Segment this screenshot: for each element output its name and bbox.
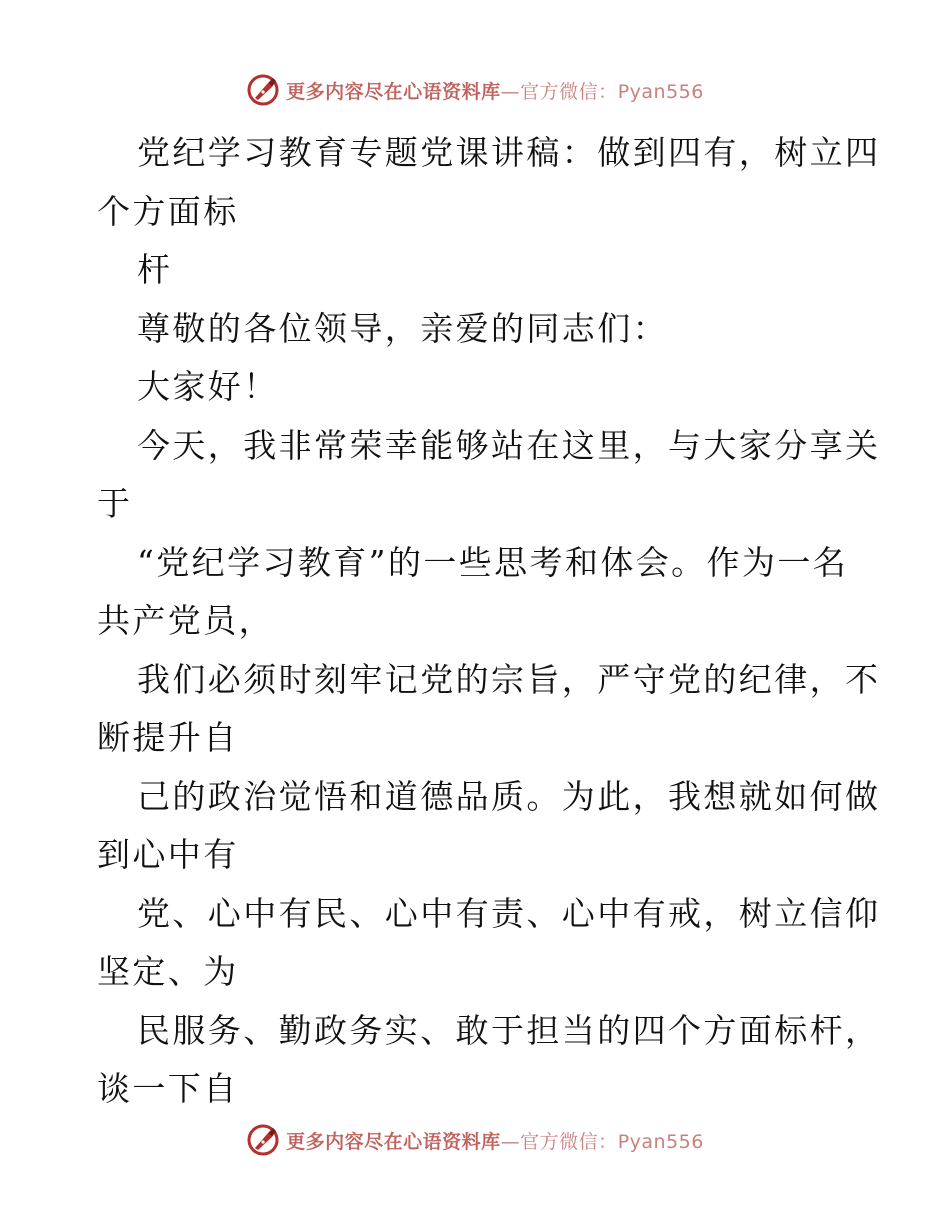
document-line: 尊敬的各位领导，亲爱的同志们： <box>137 308 668 348</box>
document-line: “党纪学习教育”的一些思考和体会。作为一名 <box>137 542 849 582</box>
footer-wechat-id: Pyan556 <box>617 1130 704 1153</box>
header-banner <box>0 70 950 110</box>
document-line: 党纪学习教育专题党课讲稿：做到四有，树立四 <box>137 133 881 172</box>
document-line: 断提升自 <box>97 718 239 757</box>
header-wechat-id: Pyan556 <box>617 80 704 103</box>
document-line: 个方面标 <box>97 191 239 231</box>
header-brand: 更多内容尽在心语资料库 <box>286 80 501 103</box>
document-line: 党、心中有民、心中有责、心中有戒，树立信仰 <box>137 893 881 933</box>
pen-nib-logo-icon <box>246 1123 280 1157</box>
footer-brand: 更多内容尽在心语资料库 <box>286 1130 501 1153</box>
pen-nib-logo-icon <box>246 73 280 107</box>
document-line: 坚定、为 <box>97 952 239 991</box>
document-line: 于 <box>97 484 133 523</box>
footer-separator: — <box>500 1130 521 1153</box>
document-line: 己的政治觉悟和道德品质。为此，我想就如何做 <box>137 776 881 816</box>
document-line: 大家好！ <box>137 367 279 406</box>
footer-banner-text <box>286 1127 704 1154</box>
header-official: 官方微信： <box>520 80 618 103</box>
footer-banner <box>0 1120 950 1160</box>
footer-official: 官方微信： <box>520 1130 618 1153</box>
document-line: 我们必须时刻牢记党的宗旨，严守党的纪律，不 <box>137 659 881 699</box>
document-line: 共产党员， <box>97 601 274 640</box>
header-banner-text <box>286 77 704 104</box>
document-body <box>0 124 950 1119</box>
document-line: 谈一下自 <box>97 1069 239 1108</box>
document-line: 到心中有 <box>97 835 239 874</box>
document-line: 今天，我非常荣幸能够站在这里，与大家分享关 <box>137 425 881 465</box>
document-line: 民服务、勤政务实、敢于担当的四个方面标杆， <box>137 1010 881 1050</box>
document-line: 杆 <box>137 250 173 289</box>
header-separator: — <box>500 80 521 103</box>
